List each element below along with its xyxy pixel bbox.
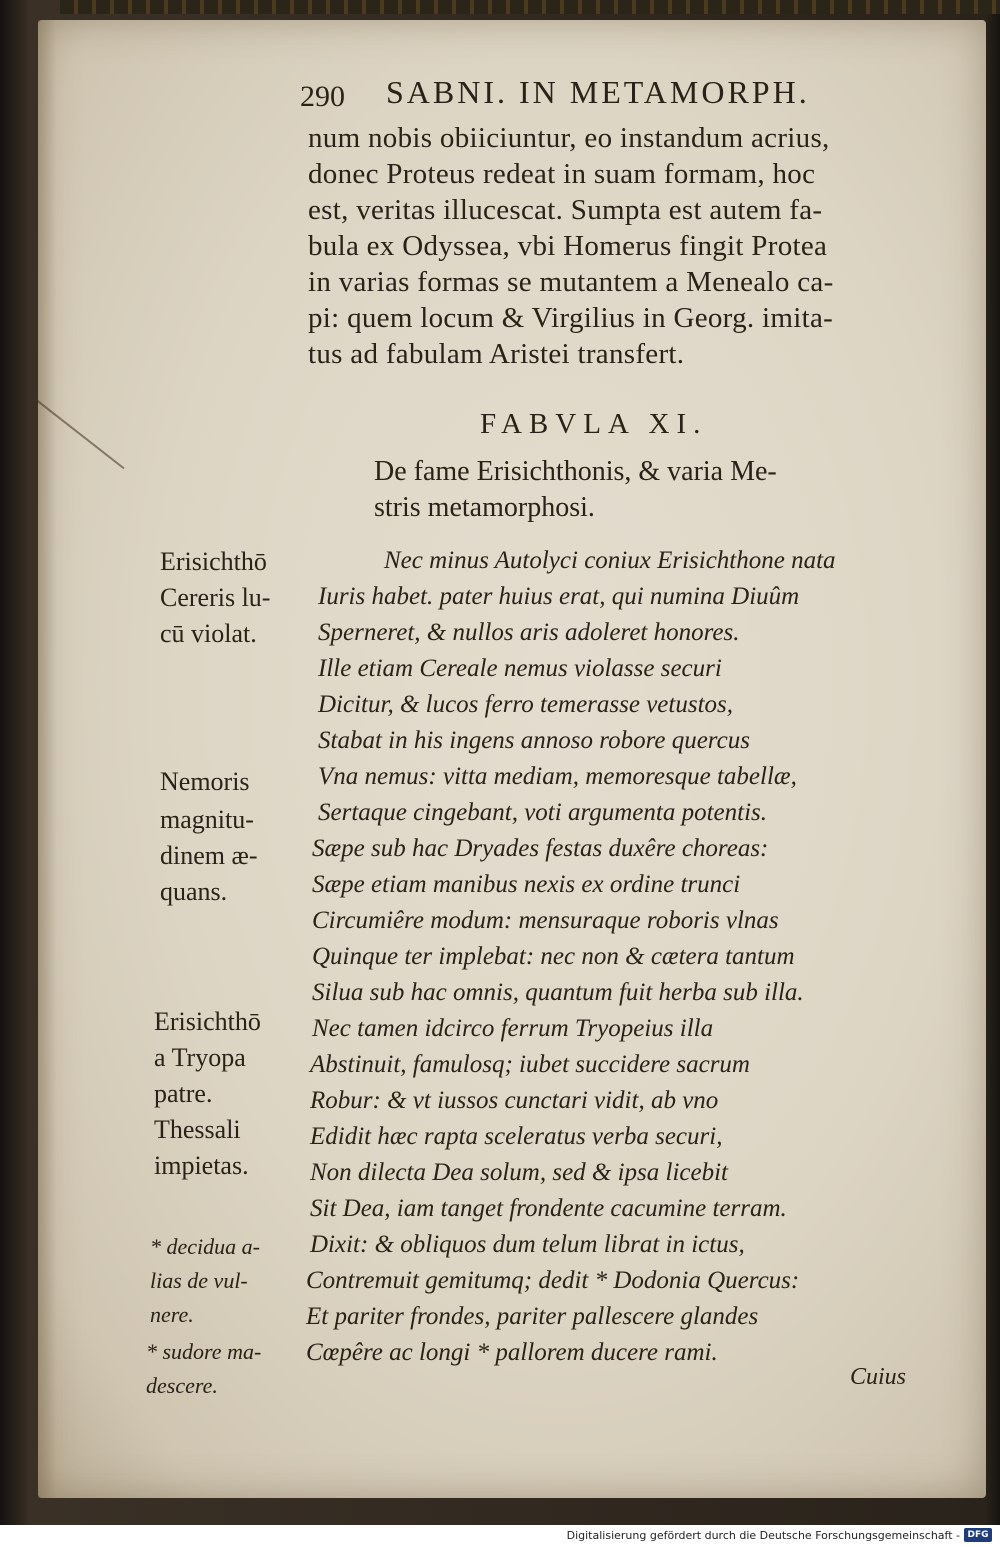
verse-line: Dixit: & obliquos dum telum librat in ictus,: [310, 1231, 745, 1258]
verse-line: Dicitur, & lucos ferro temerasse vetustos,: [318, 691, 734, 718]
verse-line: Sæpe etiam manibus nexis ex ordine trunci: [312, 871, 741, 898]
prose-line: donec Proteus redeat in suam formam, hoc: [308, 158, 816, 190]
verse-line: Nec minus Autolyci coniux Erisichthone nata: [384, 547, 836, 574]
margin-note-line: Erisichthō: [154, 1007, 261, 1036]
verse-line: Sperneret, & nullos aris adoleret honores.: [318, 619, 740, 646]
verse-line: Circumiêre modum: mensuraque roboris vlnas: [312, 907, 779, 934]
verse-line: Ille etiam Cereale nemus violasse securi: [318, 655, 722, 682]
verse-line: Vna nemus: vitta mediam, memoresque tabellæ,: [318, 763, 797, 790]
fabula-subtitle-line: stris metamorphosi.: [374, 492, 595, 523]
verse-line: Et pariter frondes, pariter pallescere glandes: [306, 1303, 759, 1330]
prose-line: pi: quem locum & Virgilius in Georg. imita-: [308, 302, 834, 334]
verse-line: Non dilecta Dea solum, sed & ipsa licebit: [310, 1159, 729, 1186]
margin-note-line: quans.: [160, 877, 228, 906]
digitization-credit: Digitalisierung gefördert durch die Deutsche Forschungsgemeinschaft -: [566, 1529, 960, 1542]
prose-line: tus ad fabulam Aristei transfert.: [308, 338, 685, 370]
dfg-logo: DFG: [964, 1528, 992, 1542]
verse-line: Robur: & vt iussos cunctari vidit, ab vno: [310, 1087, 719, 1114]
page-number: 290: [300, 80, 345, 113]
verse-line: Sertaque cingebant, voti argumenta potentis.: [318, 799, 767, 826]
margin-note-line: Nemoris: [160, 767, 250, 796]
gilt-edge: [60, 0, 1000, 14]
variant-note-line: * sudore ma-: [146, 1339, 262, 1364]
margin-note-line: cū violat.: [160, 619, 257, 648]
variant-note-line: * decidua a-: [150, 1234, 260, 1259]
prose-line: est, veritas illucescat. Sumpta est autem fa-: [308, 194, 823, 226]
margin-note-line: dinem æ-: [160, 841, 258, 870]
fabula-title: FABVLA XI.: [480, 408, 708, 440]
prose-line: in varias formas se mutantem a Menealo ca-: [308, 266, 834, 298]
verse-line: Quinque ter implebat: nec non & cætera tantum: [312, 943, 795, 970]
margin-note-line: impietas.: [154, 1151, 249, 1180]
prose-line: bula ex Odyssea, vbi Homerus fingit Protea: [308, 230, 828, 262]
catchword: Cuius: [850, 1364, 907, 1390]
verse-line: Contremuit gemitumq; dedit * Dodonia Quercus:: [306, 1267, 800, 1294]
verse-line: Sæpe sub hac Dryades festas duxêre choreas:: [312, 835, 769, 862]
variant-note-line: nere.: [150, 1302, 194, 1327]
verse-line: Cœpêre ac longi * pallorem ducere rami.: [306, 1339, 718, 1366]
verse-line: Silua sub hac omnis, quantum fuit herba sub illa.: [312, 979, 804, 1006]
verse-line: Iuris habet. pater huius erat, qui numina Diuûm: [318, 583, 800, 610]
fabula-subtitle-line: De fame Erisichthonis, & varia Me-: [374, 456, 777, 487]
margin-note-line: Thessali: [154, 1115, 241, 1144]
running-title: SABNI. IN METAMORPH.: [386, 74, 810, 110]
margin-note-line: a Tryopa: [154, 1043, 246, 1072]
margin-note-line: magnitu-: [160, 805, 254, 834]
variant-note-line: descere.: [146, 1373, 218, 1398]
verse-line: Stabat in his ingens annoso robore quercus: [318, 727, 750, 754]
margin-note-line: Cereris lu-: [160, 583, 271, 612]
verse-line: Sit Dea, iam tanget frondente cacumine terram.: [310, 1195, 787, 1222]
prose-line: num nobis obiiciuntur, eo instandum acrius,: [308, 122, 830, 154]
margin-note-line: Erisichthō: [160, 547, 267, 576]
page-gutter-shadow: [38, 20, 56, 1498]
verse-line: Nec tamen idcirco ferrum Tryopeius illa: [312, 1015, 714, 1042]
variant-note-line: lias de vul-: [150, 1268, 248, 1293]
margin-note-line: patre.: [154, 1079, 213, 1108]
verse-line: Edidit hæc rapta sceleratus verba securi,: [310, 1123, 723, 1150]
verse-line: Abstinuit, famulosq; iubet succidere sacrum: [310, 1051, 750, 1078]
